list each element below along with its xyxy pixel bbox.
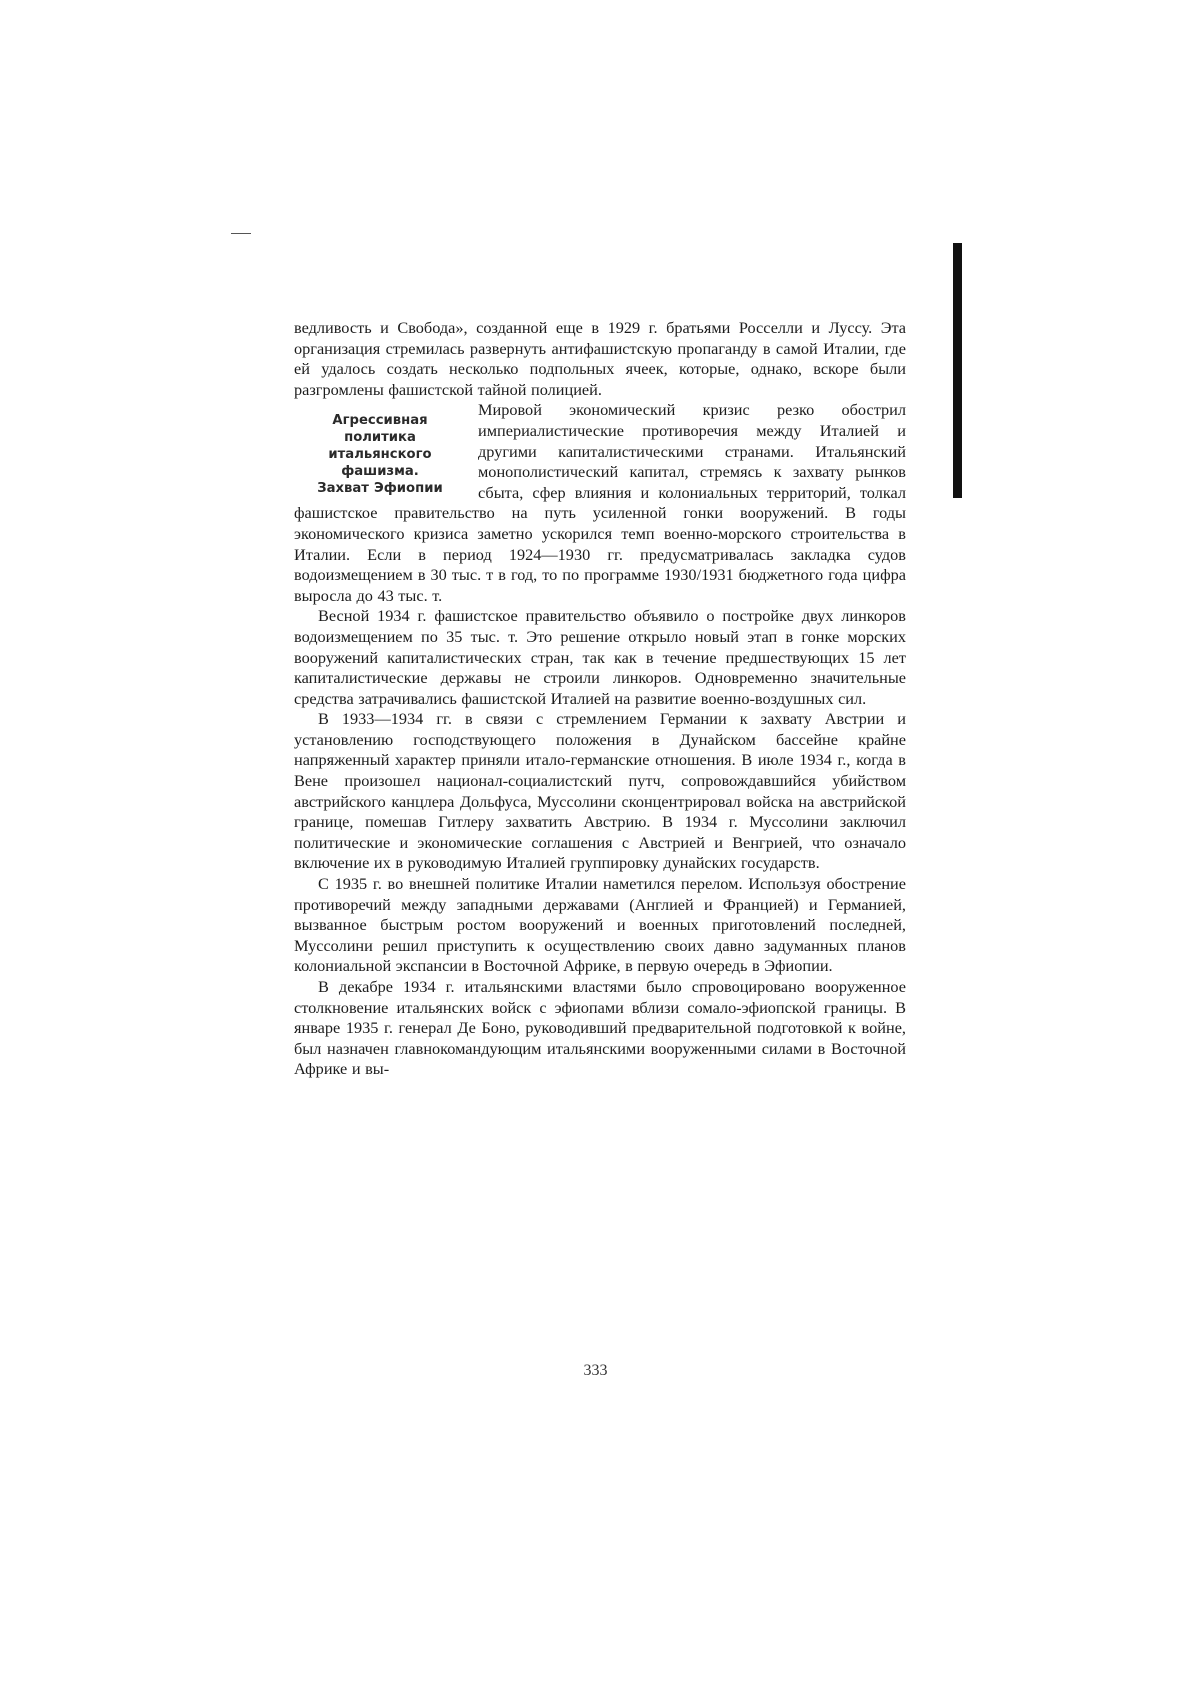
side-heading-line: фашизма. (341, 464, 419, 480)
page-number: 333 (583, 1362, 608, 1379)
paragraph: В 1933—1934 гг. в связи с стремлением Германии к захвату Австрии и установлению господствующего положения в Дунайском бассейне крайне напряженный характер приняли итало-германские отношения. В июле 1934 г., когда в Вене произошел национал-социалистский путч, сопровождавшийся убийством австрийского канцлера Дольфуса, Муссолини сконцентрировал войска на австрийской границе, помешав Гитлеру захватить Австрию. В 1934 г. Муссолини заключил политические и экономические соглашения с Австрией и Венгрией, что означало включение их в руководимую Италией группировку дунайских государств. (294, 709, 906, 873)
paragraph-continuation: ведливость и Свобода», созданной еще в 1929 г. братьями Росселли и Луссу. Эта организация стремилась развернуть антифашистскую пропаганду в самой Италии, где ей удалось создать несколько подпольных ячеек, которые, однако, вскоре были разгромлены фашистской тайной полицией. (294, 318, 906, 399)
paragraph: Весной 1934 г. фашистское правительство объявило о постройке двух линкоров водоизмещением по 35 тыс. т. Это решение открыло новый этап в гонке морских вооружений капиталистических стран, так как в течение предшествующих 15 лет капиталистические державы не строили линкоров. Одновременно значительные средства затрачивались фашистской Италией на развитие военно-воздушных сил. (294, 606, 906, 708)
paragraph: В декабре 1934 г. итальянскими властями было спровоцировано вооруженное столкновение итальянских войск с эфиопами вблизи сомало-эфиопской границы. В январе 1935 г. генерал Де Боно, руководивший предварительной подготовкой к войне, был назначен главнокомандующим итальянскими вооруженными силами в Восточной Африке и вы- (294, 977, 906, 1079)
side-heading-line: Захват Эфиопии (317, 481, 443, 497)
side-heading-line: итальянского (328, 447, 432, 463)
paragraph: С 1935 г. во внешней политике Италии наметился перелом. Используя обострение противоречий между западными державами (Англией и Францией) и Германией, вызванное быстрым ростом вооружений и военных приготовлений последней, Муссолини решил приступить к осуществлению своих давно задуманных планов колониальной экспансии в Восточной Африке, в первую очередь в Эфиопии. (294, 874, 906, 976)
side-heading-line: Агрессивная (332, 413, 428, 429)
side-heading-line: политика (344, 430, 416, 446)
side-heading (294, 412, 466, 497)
page-body (294, 318, 906, 1080)
scan-edge-bar (953, 243, 962, 498)
margin-mark (231, 233, 251, 234)
paragraph: Мировой экономический кризис резко обострил империалистические противоречия между Италией и другими капиталистическими странами. Итальянский монополистический капитал, стремясь к захвату рынков сбыта, сфер влияния и колониальных территорий, толкал фашистское правительство на путь усиленной гонки вооружений. В годы экономического кризиса заметно ускорился темп военно-морского строительства в Италии. Если в период 1924—1930 гг. предусматривалась закладка судов водоизмещением в 30 тыс. т в год, то по программе 1930/1931 бюджетного года цифра выросла до 43 тыс. т. (294, 400, 906, 605)
